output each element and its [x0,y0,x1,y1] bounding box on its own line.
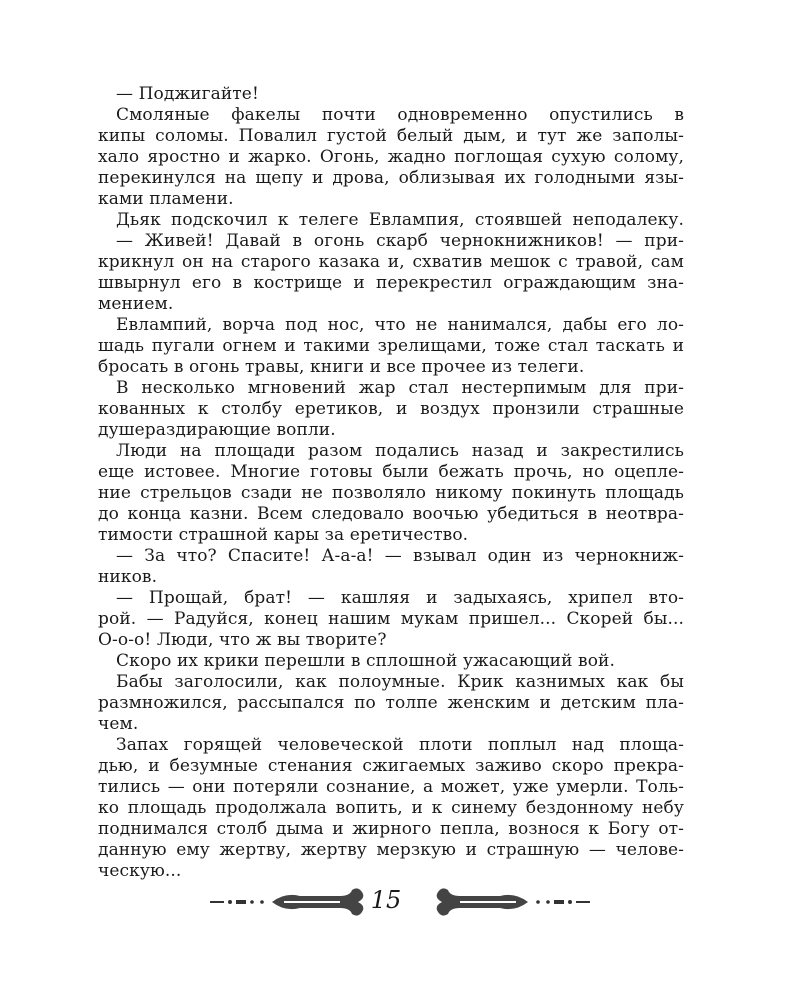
text-line: размножился, рассыпался по толпе женским и детским пла- [98,693,684,713]
text-line: ко площадь продолжала вопить, и к синему бездонному небу [98,798,684,818]
text-line: Люди на площади разом подались назад и закрестились [116,441,684,461]
text-line: Смоляные факелы почти одновременно опустились в [116,105,684,125]
text-line: тились — они потеряли сознание, а может, уже умерли. Толь- [98,777,684,797]
text-line: — Поджигайте! [116,84,259,104]
text-line: — За что? Спасите! А-а-а! — взывал один из чернокниж- [116,546,684,566]
text-line: ками пламени. [98,189,234,209]
text-line: Евлампий, ворча под нос, что не нанимался, дабы его ло- [116,315,684,335]
text-line: данную ему жертву, жертву мерзкую и страшную — челове- [98,840,684,860]
text-line: ческую... [98,861,182,881]
text-line: Бабы заголосили, как полоумные. Крик казнимых как бы [116,672,684,692]
text-line: душераздирающие вопли. [98,420,336,440]
text-line: поднимался столб дыма и жирного пепла, вознося к Богу от- [98,819,684,839]
text-line: шадь пугали огнем и такими зрелищами, тоже стал таскать и [98,336,684,356]
text-line: тимости страшной кары за еретичество. [98,525,469,545]
text-line: кованных к столбу еретиков, и воздух пронзили страшные [98,399,684,419]
text-line: дью, и безумные стенания сжигаемых заживо скоро прекра- [98,756,684,776]
text-line: ников. [98,567,158,587]
text-line: до конца казни. Всем следовало воочью убедиться в неотвра- [98,504,684,524]
text-line: Запах горящей человеческой плоти поплыл над площа- [116,735,684,755]
text-line: Скоро их крики перешли в сплошной ужасающий вой. [116,651,615,671]
text-line: хало яростно и жарко. Огонь, жадно поглощая сухую солому, [98,147,684,167]
text-line: мением. [98,294,174,314]
text-line: — Живей! Давай в огонь скарб чернокнижников! — при- [116,231,684,251]
text-line: рой. — Радуйся, конец нашим мукам пришел... Скорей бы... [98,609,684,629]
text-line: бросать в огонь травы, книги и все прочее из телеги. [98,357,585,377]
text-line: крикнул он на старого казака и, схватив мешок с травой, сам [98,252,684,272]
text-line: — Прощай, брат! — кашляя и задыхаясь, хрипел вто- [116,588,684,608]
text-line: ние стрельцов сзади не позволяло никому покинуть площадь [98,483,684,503]
page-footer [0,882,800,922]
text-line: еще истовее. Многие готовы были бежать прочь, но оцепле- [98,462,684,482]
text-line: швырнул его в кострище и перекрестил ограждающим зна- [98,273,684,293]
text-line: чем. [98,714,139,734]
text-line: Дьяк подскочил к телеге Евлампия, стоявшей неподалеку. [116,210,684,230]
text-line: кипы соломы. Повалил густой белый дым, и тут же заполы- [98,126,684,146]
text-line: В несколько мгновений жар стал нестерпимым для при- [116,378,684,398]
page-number: 15 [370,886,402,914]
body-text [98,84,684,882]
text-line: перекинулся на щепу и дрова, облизывая их голодными язы- [98,168,684,188]
text-line: О-о-о! Люди, что ж вы творите? [98,630,387,650]
